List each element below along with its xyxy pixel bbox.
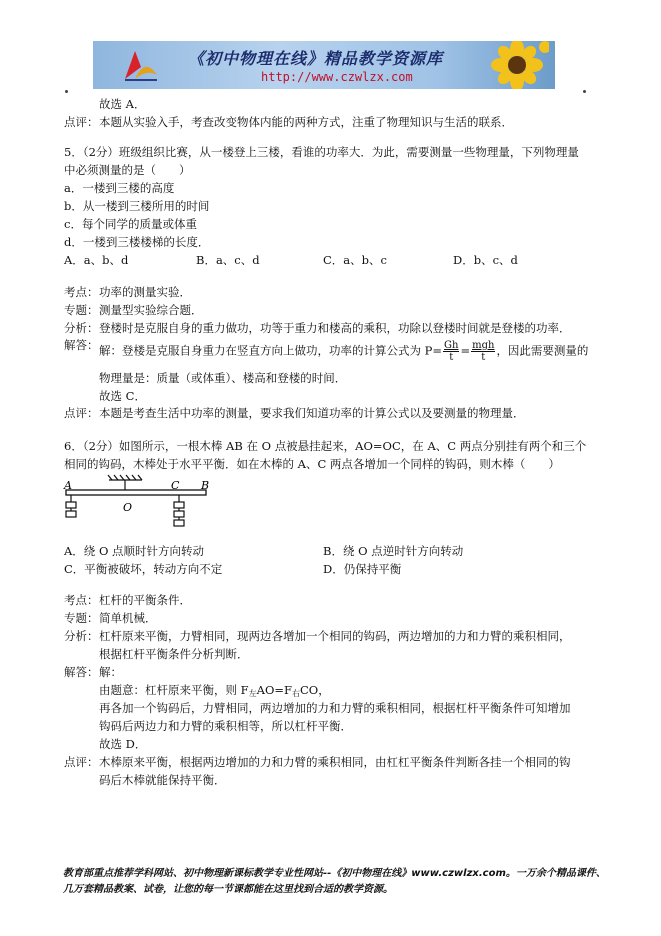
- formula-equals: =: [460, 343, 471, 358]
- top-comment: 本题从实验入手，考查改变物体内能的两种方式，注重了物理知识与生活的联系．: [99, 115, 513, 129]
- q5-jieda-label: 解答：: [64, 338, 99, 352]
- q6-stem-line1: 6．（2分）如图所示，一根木棒 AB 在 O 点被悬挂起来，AO=OC，在 A、C 两点分别挂有两个和三个: [64, 439, 587, 453]
- q5-stem-line1: 5．（2分）班级组织比赛，从一楼登上三楼，看谁的功率大．为此，需要测量一些物理量，下列物理量: [64, 145, 579, 159]
- q5-jieda-line1-a: 解：登楼是克服自身重力在竖直方向上做功，功率的计算公式为 P=: [99, 343, 443, 358]
- header-banner: [93, 41, 555, 89]
- q6-kaodian-label: 考点：: [64, 593, 99, 607]
- label-O: O: [123, 501, 133, 514]
- q6-line-a: 由题意：杠杆原来平衡，则 $F_左AO=F_右CO$，: [99, 683, 330, 698]
- q6-zhuanti-label: 专题：: [64, 611, 99, 625]
- q5-option-c: C．a、b、c: [323, 253, 387, 267]
- q5-jieda-line1: [99, 340, 588, 363]
- q5-zhuanti: 测量型实验综合题．: [99, 303, 203, 317]
- q6-kaodian: 杠杆的平衡条件．: [99, 593, 191, 607]
- footer-line2: 几万套精品教案、试卷，让您的每一节课都能在这里找到合适的教学资源。: [63, 884, 393, 895]
- formula-fraction-mgh: $\frac{\text{mgh}}{t}$: [472, 340, 495, 363]
- q5-dianping-label: 点评：: [64, 406, 99, 420]
- q5-item-a: a．一楼到三楼的高度: [64, 181, 175, 195]
- q5-fenxi: 登楼时是克服自身的重力做功，功等于重力和楼高的乘积，功除以登楼时间就是登楼的功率．: [99, 321, 571, 335]
- q5-option-a: A．a、b、d: [64, 253, 129, 267]
- q5-jieda-line2: 物理量是：质量（或体重）、楼高和登楼的时间．: [99, 371, 347, 385]
- top-comment-label: 点评：: [64, 115, 99, 129]
- q5-answer: 故选 C．: [99, 389, 146, 403]
- q5-jieda-line1-b: ，因此需要测量的: [496, 343, 589, 358]
- q6-fenxi-label: 分析：: [64, 629, 99, 643]
- q6-fenxi-line1: 杠杆原来平衡，力臂相同，现两边各增加一个相同的钩码，两边增加的力和力臂的乘积相同，: [99, 629, 571, 643]
- banner-url[interactable]: http://www.czwlzx.com: [261, 70, 413, 84]
- q6-option-d: D．仍保持平衡: [323, 562, 402, 576]
- q6-answer: 故选 D．: [99, 737, 147, 751]
- label-A: A: [64, 479, 72, 492]
- q6-jie: 解：: [99, 665, 122, 679]
- ceiling-support: [108, 475, 142, 490]
- label-C: C: [171, 479, 180, 492]
- q5-dianping: 本题是考查生活中功率的测量，要求我们知道功率的计算公式以及要测量的物理量．: [99, 406, 525, 420]
- q6-option-a: A．绕 O 点顺时针方向转动: [64, 544, 205, 558]
- q6-stem-line2: 相同的钩码，木棒处于水平平衡．如在木棒的 A、C 两点各增加一个同样的钩码，则木棒（ ）: [64, 457, 560, 471]
- footer-line1: 教育部重点推荐学科网站、初中物理新课标教学专业性网站--《初中物理在线》www.czwlzx.com。一万余个精品课件、: [63, 868, 606, 879]
- q6-dianping-line1: 木棒原来平衡，根据两边增加的力和力臂的乘积相同，由杠杠平衡条件判断各挂一个相同的钩: [99, 755, 571, 769]
- q6-option-b: B．绕 O 点逆时针方向转动: [323, 544, 464, 558]
- top-answer: 故选 A．: [99, 97, 146, 111]
- q5-fenxi-label: 分析：: [64, 321, 99, 335]
- logo-icon: [121, 47, 161, 83]
- header-dot-right: [583, 90, 586, 93]
- q6-dianping-label: 点评：: [64, 755, 99, 769]
- subscript-right: 右: [292, 689, 300, 698]
- q5-option-b: B．a、c、d: [196, 253, 260, 267]
- header-dot-left: [65, 90, 68, 93]
- q6-jieda-label: 解答：: [64, 665, 99, 679]
- q5-kaodian-label: 考点：: [64, 285, 99, 299]
- q5-item-b: b．从一楼到三楼所用的时间: [64, 199, 210, 213]
- q5-zhuanti-label: 专题：: [64, 303, 99, 317]
- q6-dianping-line2: 码后木棒就能保持平衡．: [99, 773, 226, 787]
- q5-item-c: c．每个同学的质量或体重: [64, 217, 197, 231]
- q5-item-d: d．一楼到三楼楼梯的长度．: [64, 235, 210, 249]
- q6-zhuanti: 简单机械．: [99, 611, 157, 625]
- q6-line-b: 再各加一个钩码后，力臂相同，两边增加的力和力臂的乘积相同，根据杠杆平衡条件可知增加: [99, 701, 571, 715]
- q5-stem-line2: 中必须测量的是（ ）: [64, 163, 191, 177]
- weights-at-A: [66, 495, 76, 517]
- lever-figure: [62, 474, 222, 536]
- q5-option-d: D．b、c、d: [453, 253, 518, 267]
- q5-kaodian: 功率的测量实验．: [99, 285, 191, 299]
- formula-fraction-gh: $\frac{Gh}{t}$: [444, 340, 459, 363]
- q6-line-c: 钩码后两边力和力臂的乘积相等，所以杠杆平衡．: [99, 719, 352, 733]
- subscript-left: 左: [248, 689, 257, 698]
- q6-option-c: C．平衡被破坏，转动方向不定: [64, 562, 223, 576]
- banner-title: 《初中物理在线》精品教学资源库: [188, 49, 444, 68]
- wooden-rod: [66, 490, 206, 495]
- sunflower-icon: [487, 41, 549, 89]
- label-B: B: [201, 479, 210, 492]
- q6-fenxi-line2: 根据杠杆平衡条件分析判断．: [99, 647, 249, 661]
- weights-at-C: [174, 495, 184, 526]
